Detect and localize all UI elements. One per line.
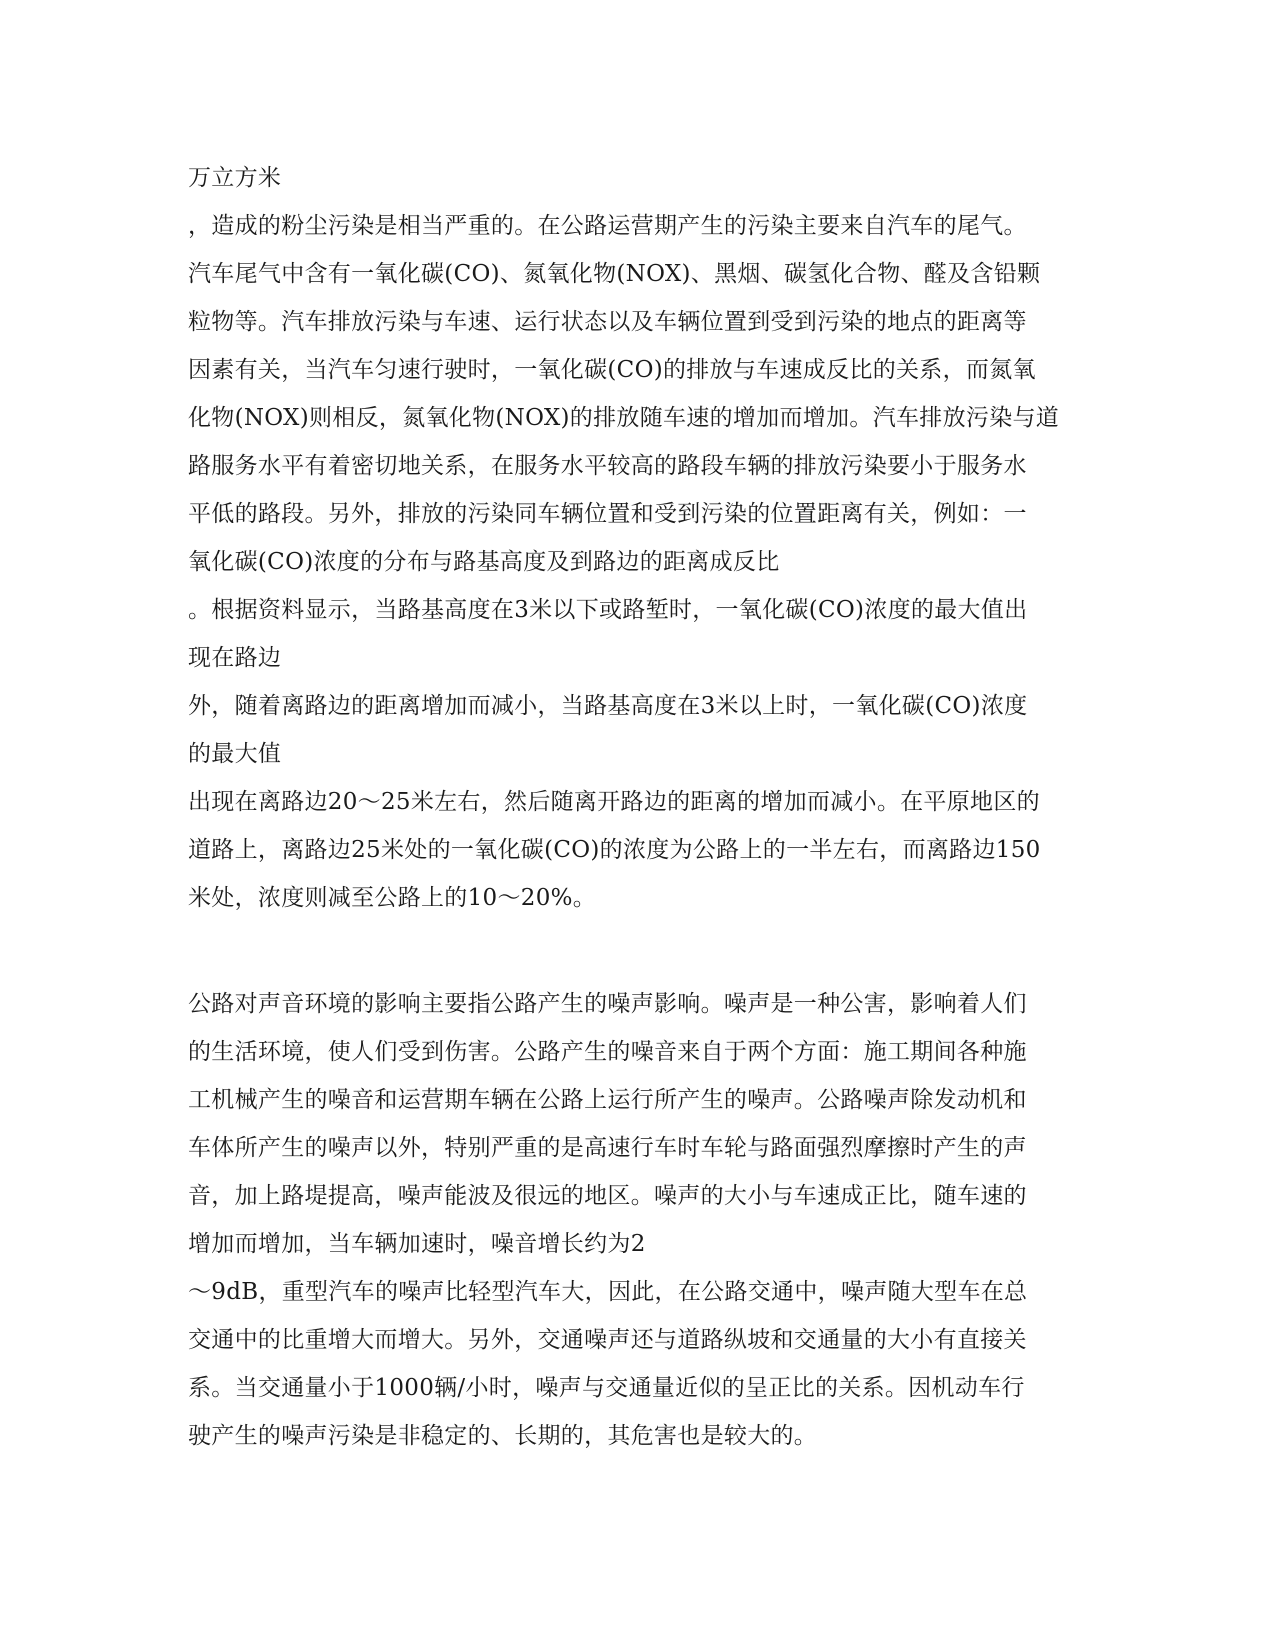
text-line: 公路对声音环境的影响主要指公路产生的噪声影响。噪声是一种公害，影响着人们 <box>188 991 1027 1017</box>
text-line: 万立方米 <box>188 165 282 191</box>
text-line: 。根据资料显示，当路基高度在3米以下或路堑时，一氧化碳(CO)浓度的最大值出 <box>188 597 1028 623</box>
text-line: 汽车尾气中含有一氧化碳(CO)、氮氧化物(NOX)、黑烟、碳氢化合物、醛及含铅颗 <box>188 261 1041 287</box>
paragraph-air-pollution <box>188 154 1088 922</box>
text-line: 音，加上路堤提高，噪声能波及很远的地区。噪声的大小与车速成正比，随车速的 <box>188 1183 1027 1209</box>
text-line: 驶产生的噪声污染是非稳定的、长期的，其危害也是较大的。 <box>188 1423 818 1449</box>
text-line: 现在路边 <box>188 645 282 671</box>
text-line: 的生活环境，使人们受到伤害。公路产生的噪音来自于两个方面：施工期间各种施 <box>188 1039 1027 1065</box>
text-line: 交通中的比重增大而增大。另外，交通噪声还与道路纵坡和交通量的大小有直接关 <box>188 1327 1027 1353</box>
text-line: ～9dB，重型汽车的噪声比轻型汽车大，因此，在公路交通中，噪声随大型车在总 <box>188 1279 1028 1305</box>
text-line: 的最大值 <box>188 741 282 767</box>
text-line: 道路上，离路边25米处的一氧化碳(CO)的浓度为公路上的一半左右，而离路边150 <box>188 837 1041 863</box>
text-line: 出现在离路边20～25米左右，然后随离开路边的距离的增加而减小。在平原地区的 <box>188 789 1040 815</box>
text-line: 平低的路段。另外，排放的污染同车辆位置和受到污染的位置距离有关，例如：一 <box>188 501 1027 527</box>
text-line: 路服务水平有着密切地关系，在服务水平较高的路段车辆的排放污染要小于服务水 <box>188 453 1027 479</box>
text-line: 增加而增加，当车辆加速时，噪音增长约为2 <box>188 1231 646 1257</box>
text-line: 因素有关，当汽车匀速行驶时，一氧化碳(CO)的排放与车速成反比的关系，而氮氧 <box>188 357 1036 383</box>
text-line: 米处，浓度则减至公路上的10～20%。 <box>188 885 597 911</box>
text-line: 工机械产生的噪音和运营期车辆在公路上运行所产生的噪声。公路噪声除发动机和 <box>188 1087 1027 1113</box>
text-line: 化物(NOX)则相反，氮氧化物(NOX)的排放随车速的增加而增加。汽车排放污染与道 <box>188 405 1060 431</box>
text-line: 外，随着离路边的距离增加而减小，当路基高度在3米以上时，一氧化碳(CO)浓度 <box>188 693 1028 719</box>
text-line: 车体所产生的噪声以外，特别严重的是高速行车时车轮与路面强烈摩擦时产生的声 <box>188 1135 1027 1161</box>
text-line: 氧化碳(CO)浓度的分布与路基高度及到路边的距离成反比 <box>188 549 780 575</box>
text-line: 系。当交通量小于1000辆/小时，噪声与交通量近似的呈正比的关系。因机动车行 <box>188 1375 1025 1401</box>
paragraph-noise-pollution <box>188 980 1088 1460</box>
text-line: 粒物等。汽车排放污染与车速、运行状态以及车辆位置到受到污染的地点的距离等 <box>188 309 1027 335</box>
text-line: ，造成的粉尘污染是相当严重的。在公路运营期产生的污染主要来自汽车的尾气。 <box>188 213 1027 239</box>
